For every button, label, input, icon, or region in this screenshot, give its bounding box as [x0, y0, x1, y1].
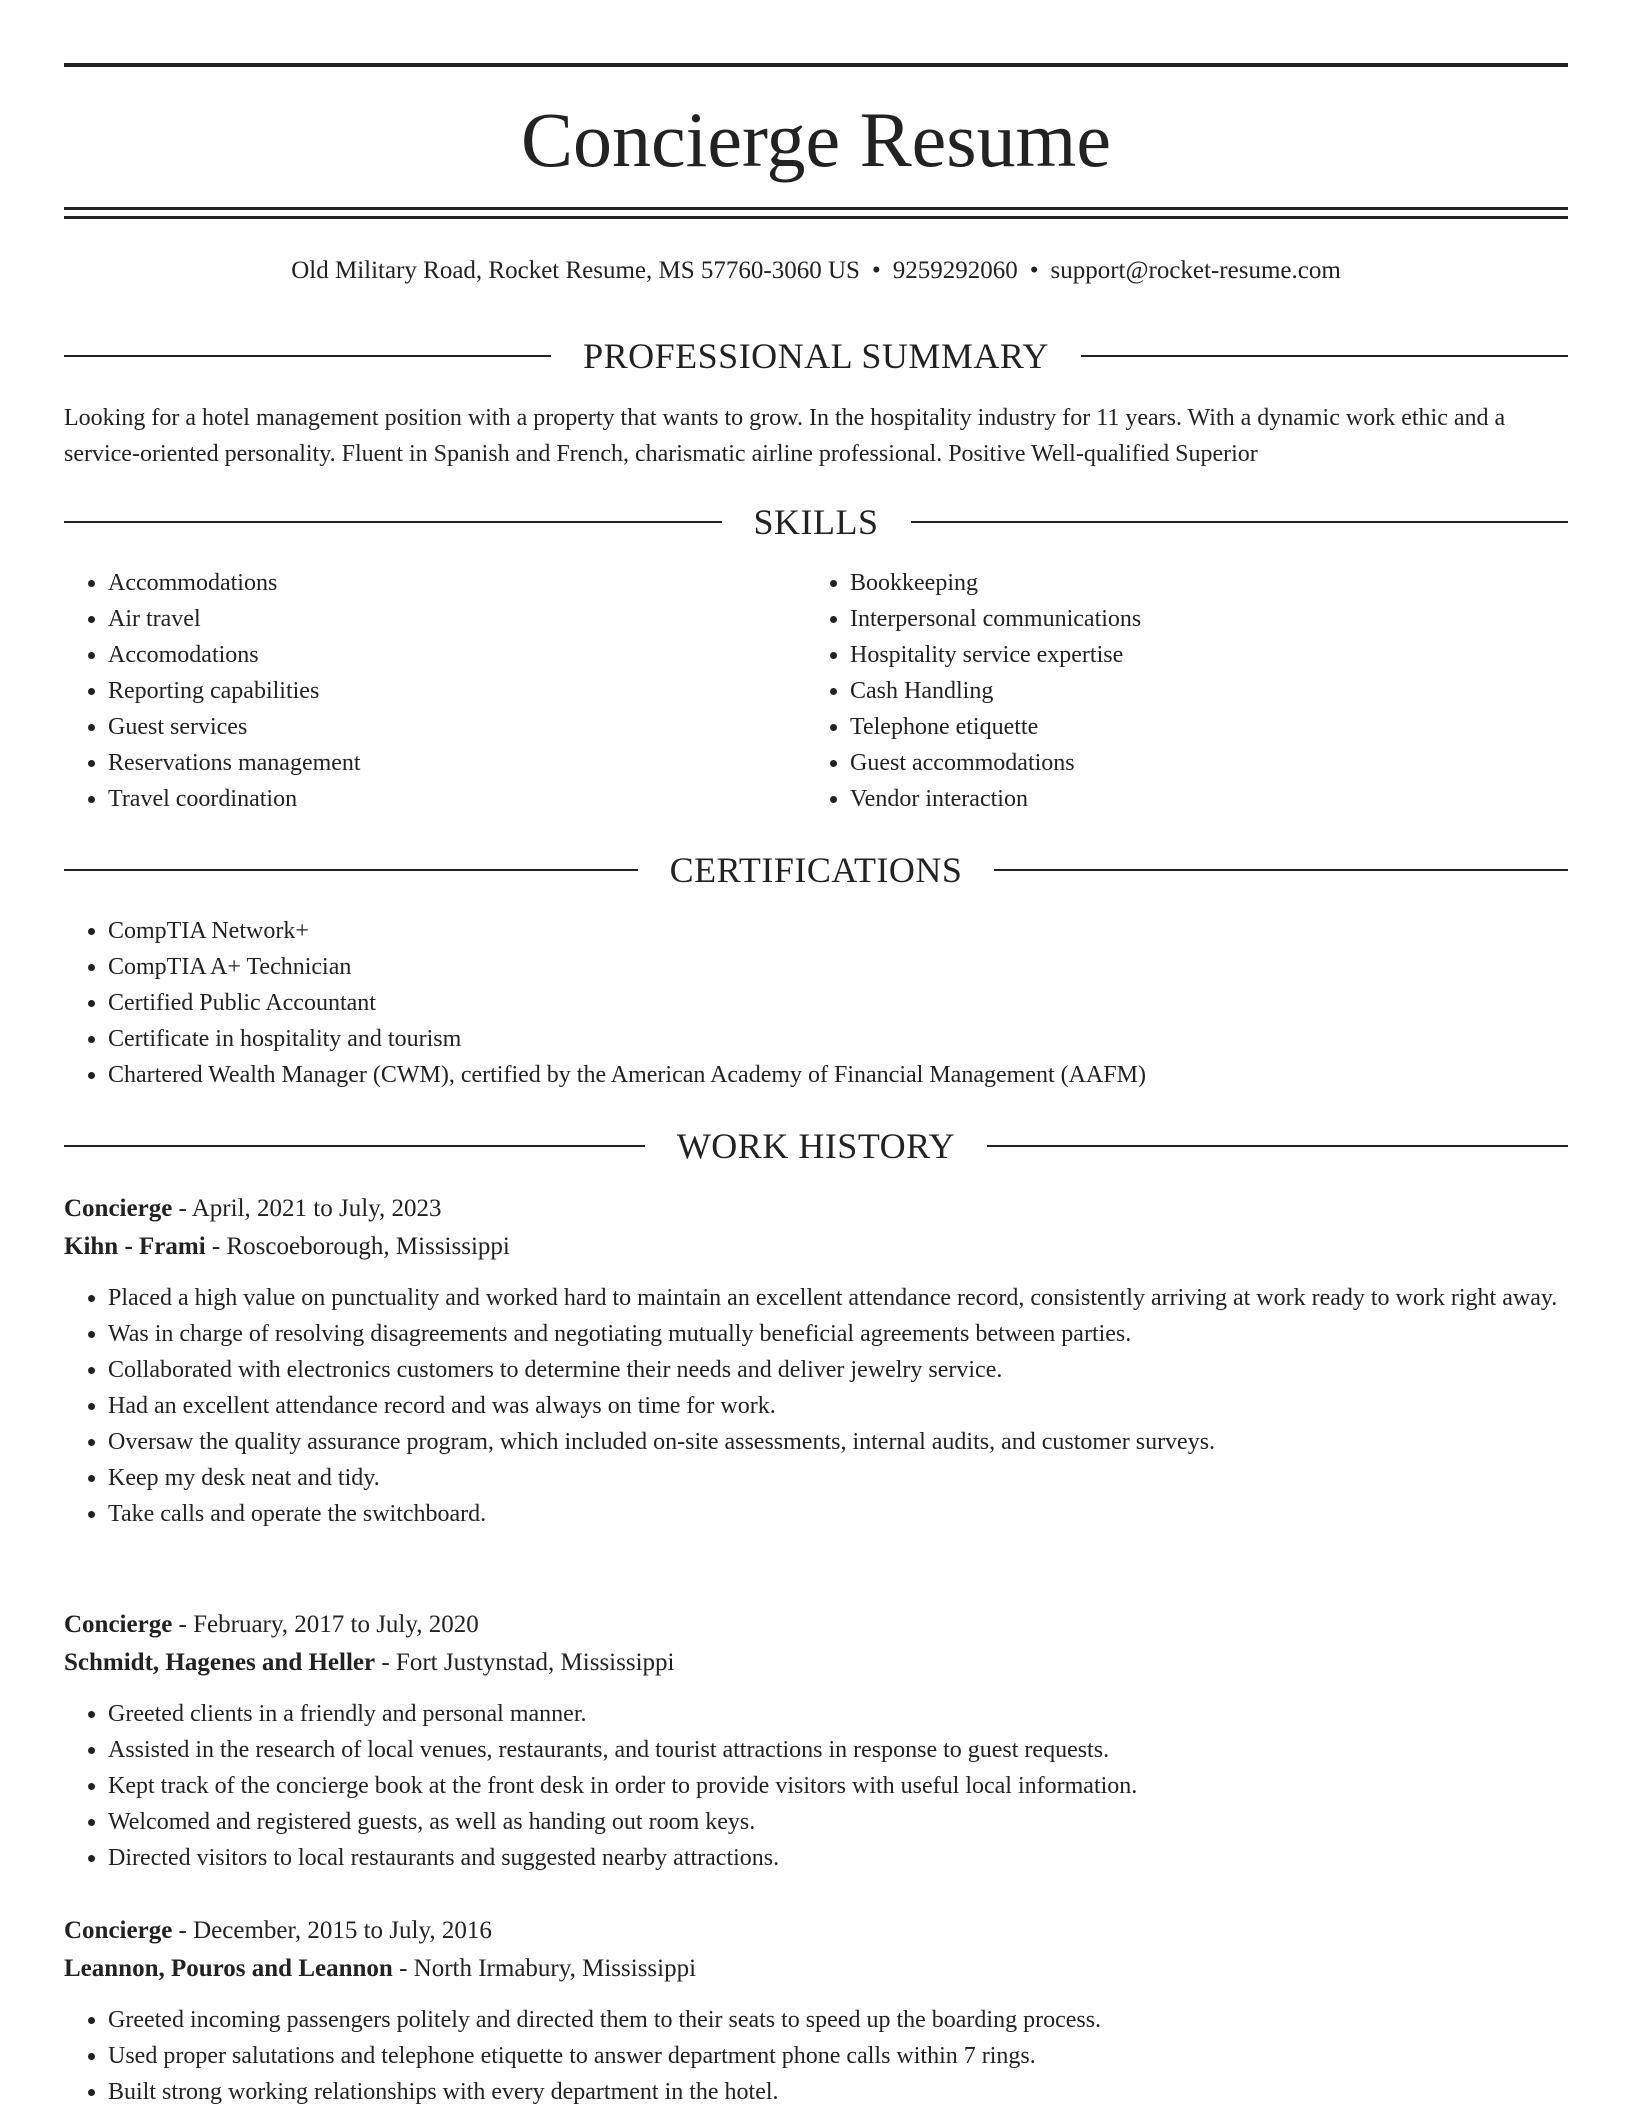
job-duty-item: • Built strong working relationships with every department in the hotel.: [108, 2074, 1568, 2110]
section-header-summary: [64, 334, 1568, 378]
job-location: - North Irmabury, Mississippi: [392, 1955, 697, 1982]
summary-text: Looking for a hotel management position with a property that wants to grow. In the hospitality industry for 11 years. With a dynamic work ethic and a service-oriented personality. Fluent in Spanish and French, charismatic airline professional. Positive Well-qualified Superior: [64, 405, 1506, 467]
job-role: Concierge: [64, 1195, 173, 1222]
contact-separator: •: [1029, 257, 1039, 284]
certification-item: • Certified Public Accountant: [108, 985, 1568, 1021]
skill-item: • Accommodations: [108, 565, 806, 601]
section-title-certifications: CERTIFICATIONS: [669, 850, 963, 890]
title-rule-upper: [64, 207, 1568, 210]
job-duty-item: • Had an excellent attendance record and was always on time for work.: [108, 1388, 1568, 1424]
skill-item: • Air travel: [108, 601, 806, 637]
job-duty-item: • Was in charge of resolving disagreements and negotiating mutually beneficial agreements between parties.: [108, 1316, 1568, 1352]
job-title-line: [64, 1190, 1568, 1228]
job-company: Schmidt, Hagenes and Heller: [64, 1649, 376, 1676]
job-duty-item: • Greeted incoming passengers politely and directed them to their seats to speed up the boarding process.: [108, 2002, 1568, 2038]
job-duties-list: [64, 2002, 1568, 2110]
job-duty-item: • Welcomed and registered guests, as well as handing out room keys.: [108, 1804, 1568, 1840]
section-title-skills: SKILLS: [753, 502, 879, 542]
job-duty-item: • Keep my desk neat and tidy.: [108, 1460, 1568, 1496]
job-dates: - April, 2021 to July, 2023: [172, 1195, 442, 1222]
section-rule: [64, 355, 551, 357]
skills-list-right: [806, 565, 1548, 817]
job-duty-item: • Directed visitors to local restaurants and suggested nearby attractions.: [108, 1840, 1568, 1876]
job-role: Concierge: [64, 1917, 173, 1944]
section-rule: [64, 521, 722, 523]
skills-column-right: [806, 565, 1548, 817]
job-company-line: [64, 1950, 1568, 1988]
contact-address: Old Military Road, Rocket Resume, MS 57760-3060 US: [291, 257, 860, 284]
job-duty-item: • Collaborated with electronics customers to determine their needs and deliver jewelry service.: [108, 1352, 1568, 1388]
skill-item: • Vendor interaction: [850, 781, 1548, 817]
section-title-work-history: WORK HISTORY: [676, 1126, 956, 1166]
contact-phone: 9259292060: [892, 257, 1018, 284]
job-duties-list: [64, 1696, 1568, 1876]
title-rule-lower: [64, 216, 1568, 219]
section-rule: [911, 521, 1569, 523]
job-duty-item: • Kept track of the concierge book at the front desk in order to provide visitors with useful local information.: [108, 1768, 1568, 1804]
certification-item: • CompTIA A+ Technician: [108, 949, 1568, 985]
certification-item: • Certificate in hospitality and tourism: [108, 1021, 1568, 1057]
skills-list-left: [64, 565, 806, 817]
skill-item: • Cash Handling: [850, 673, 1548, 709]
job-title-line: [64, 1912, 1568, 1950]
skills-column-left: [64, 565, 806, 817]
section-title-summary: PROFESSIONAL SUMMARY: [583, 336, 1049, 376]
certifications-list: [64, 913, 1568, 1093]
job-dates: - February, 2017 to July, 2020: [172, 1611, 479, 1638]
section-rule: [64, 869, 638, 871]
job-duty-item: • Take calls and operate the switchboard.: [108, 1496, 1568, 1532]
job-company-line: [64, 1228, 1568, 1266]
job-location: - Fort Justynstad, Mississippi: [375, 1649, 675, 1676]
job-duty-item: • Used proper salutations and telephone etiquette to answer department phone calls within 7 rings.: [108, 2038, 1568, 2074]
skill-item: • Accomodations: [108, 637, 806, 673]
job-location: - Roscoeborough, Mississippi: [205, 1233, 510, 1260]
certification-item: • CompTIA Network+: [108, 913, 1568, 949]
section-rule: [987, 1145, 1568, 1147]
job-dates: - December, 2015 to July, 2016: [172, 1917, 492, 1944]
contact-line: [64, 255, 1568, 287]
contact-email: support@rocket-resume.com: [1050, 257, 1341, 284]
skill-item: • Hospitality service expertise: [850, 637, 1548, 673]
section-rule: [994, 869, 1568, 871]
skill-item: • Bookkeeping: [850, 565, 1548, 601]
section-rule: [64, 1145, 645, 1147]
section-rule: [1081, 355, 1568, 357]
section-header-work-history: [64, 1124, 1568, 1168]
job-title-line: [64, 1606, 1568, 1644]
top-rule: [64, 63, 1568, 67]
skill-item: • Interpersonal communications: [850, 601, 1548, 637]
job-entry: [64, 1912, 1568, 2110]
job-entry: [64, 1190, 1568, 1532]
job-duty-item: • Assisted in the research of local venues, restaurants, and tourist attractions in response to guest requests.: [108, 1732, 1568, 1768]
job-entry: [64, 1606, 1568, 1876]
job-role: Concierge: [64, 1611, 173, 1638]
job-duty-item: • Oversaw the quality assurance program, which included on-site assessments, internal audits, and customer surveys.: [108, 1424, 1568, 1460]
job-company: Leannon, Pouros and Leannon: [64, 1955, 393, 1982]
job-duties-list: [64, 1280, 1568, 1532]
job-duty-item: • Placed a high value on punctuality and worked hard to maintain an excellent attendance record, consistently arriving at work ready to work right away.: [108, 1280, 1568, 1316]
skill-item: • Guest services: [108, 709, 806, 745]
certifications-block: [64, 913, 1568, 1093]
job-duty-item: • Greeted clients in a friendly and personal manner.: [108, 1696, 1568, 1732]
job-company-line: [64, 1644, 1568, 1682]
skill-item: • Telephone etiquette: [850, 709, 1548, 745]
skill-item: • Reporting capabilities: [108, 673, 806, 709]
section-header-certifications: [64, 848, 1568, 892]
job-company: Kihn - Frami: [64, 1233, 206, 1260]
section-header-skills: [64, 500, 1568, 544]
certification-item: • Chartered Wealth Manager (CWM), certified by the American Academy of Financial Management (AAFM): [108, 1057, 1568, 1093]
page-title: Concierge Resume: [521, 96, 1111, 183]
skill-item: • Travel coordination: [108, 781, 806, 817]
skill-item: • Guest accommodations: [850, 745, 1548, 781]
contact-separator: •: [871, 257, 881, 284]
skill-item: • Reservations management: [108, 745, 806, 781]
